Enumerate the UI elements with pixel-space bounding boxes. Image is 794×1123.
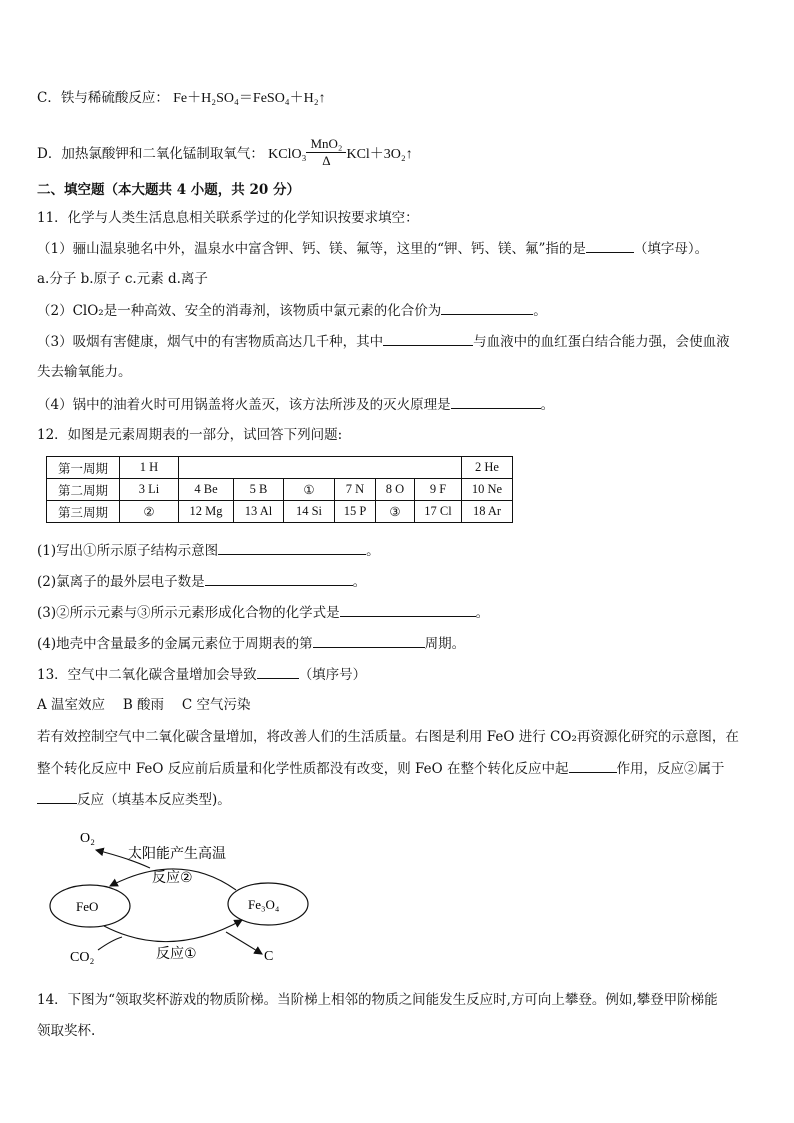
element-cell: 9 F (415, 479, 462, 501)
element-cell: 7 N (335, 479, 376, 501)
answer-blank[interactable] (257, 664, 299, 679)
q11-part4-text: （4）锅中的油着火时可用锅盖将火盖灭，该方法所涉及的灭火原理是 (37, 397, 451, 413)
q12-sub2-text: (2)氯离子的最外层电子数是 (37, 574, 205, 590)
q12-sub4 (37, 633, 465, 654)
co2-line (98, 937, 122, 950)
q11-part2-suffix: 。 (533, 303, 547, 319)
q12-sub3 (37, 602, 489, 623)
q13-options: A 温室效应 B 酸雨 C 空气污染 (37, 697, 251, 713)
answer-blank[interactable] (586, 238, 634, 253)
element-cell: 10 Ne (462, 479, 513, 501)
option-c (37, 88, 326, 109)
q14-line-2: 领取奖杯. (37, 1023, 96, 1039)
periodic-table (46, 456, 513, 523)
q13-paragraph-2-suffix: 作用，反应②属于 (616, 761, 725, 777)
q11-part3-cont: 失去输氧能力。 (37, 364, 132, 380)
c-arrow (226, 932, 262, 954)
q11-part1-suffix: （填字母）。 (633, 241, 709, 257)
option-d-label: D．加热氯酸钾和二氧化锰制取氧气： (37, 146, 264, 162)
element-cell: ① (284, 479, 335, 501)
q13-stem-suffix: （填序号） (298, 667, 367, 683)
element-cell: 3 Li (120, 479, 179, 501)
q12-sub2 (37, 571, 366, 592)
q12-stem: 12．如图是元素周期表的一部分，试回答下列问题: (37, 427, 343, 443)
co2-label: CO₂ (70, 950, 95, 965)
q12-sub3-suffix: 。 (475, 605, 490, 621)
answer-blank[interactable] (313, 633, 425, 648)
q12-sub3-text: (3)②所示元素与③所示元素形成化合物的化学式是 (37, 605, 340, 621)
element-cell: 17 Cl (415, 501, 462, 523)
element-cell: 1 H (120, 457, 179, 479)
answer-blank[interactable] (451, 394, 541, 409)
q12-sub2-suffix: 。 (352, 574, 367, 590)
q11-part1-text: （1）骊山温泉驰名中外，温泉水中富含钾、钙、镁、氟等，这里的“钾、钙、镁、氟”指的是 (37, 241, 586, 257)
fe3o4-label: Fe₃O₄ (248, 897, 280, 912)
q12-sub4-suffix: 周期。 (424, 636, 466, 652)
q13-stem-text: 13．空气中二氧化碳含量增加会导致 (37, 667, 257, 683)
reaction2-label: 反应② (152, 870, 193, 886)
element-cell: 8 O (376, 479, 415, 501)
c-label: C (264, 949, 274, 964)
answer-blank[interactable] (37, 789, 77, 804)
answer-blank[interactable] (205, 571, 353, 586)
element-cell: 15 P (335, 501, 376, 523)
catalyst-label: MnO₂ (306, 136, 346, 153)
section-heading: 二、填空题（本大题共 4 小题，共 20 分） (37, 182, 300, 198)
option-c-equation: Fe＋H₂SO₄＝FeSO₄＋H₂↑ (173, 91, 326, 106)
q11-part3-suffix: 与血液中的血红蛋白结合能力强，会使血液 (473, 334, 730, 350)
period-label: 第二周期 (47, 479, 120, 501)
element-cell: 12 Mg (179, 501, 234, 523)
q12-sub1-suffix: 。 (366, 543, 380, 559)
table-row (47, 501, 513, 523)
q11-stem: 11．化学与人类生活息息相关联系学过的化学知识按要求填空： (37, 210, 419, 226)
element-cell: 14 Si (284, 501, 335, 523)
option-d-product: KCl＋3O₂↑ (346, 147, 413, 162)
q13-paragraph-2 (37, 758, 725, 779)
element-cell: 4 Be (179, 479, 234, 501)
reaction-condition (306, 136, 346, 169)
q13-paragraph-3-text: 反应（填基本反应类型)。 (77, 792, 231, 808)
element-cell: 13 Al (234, 501, 284, 523)
period-label: 第三周期 (47, 501, 120, 523)
q12-sub4-text: (4)地壳中含量最多的金属元素位于周期表的第 (37, 636, 313, 652)
reaction1-arrow (104, 920, 242, 942)
empty-region (179, 457, 462, 479)
element-cell: ② (120, 501, 179, 523)
q14-line-1: 14．下图为“领取奖杯游戏的物质阶梯。当阶梯上相邻的物质之间能发生反应时,方可向上攀登。例如,攀登甲阶梯能 (37, 992, 718, 1008)
q13-paragraph-3 (37, 789, 231, 810)
element-cell: 18 Ar (462, 501, 513, 523)
q13-paragraph-2-text: 整个转化反应中 FeO 反应前后质量和化学性质都没有改变，则 FeO 在整个转化反应中起 (37, 761, 569, 777)
q11-part4 (37, 394, 554, 415)
feo-label: FeO (76, 899, 99, 914)
answer-blank[interactable] (340, 602, 476, 617)
option-c-label: C．铁与稀硫酸反应： (37, 90, 169, 106)
heat-symbol: Δ (322, 153, 331, 168)
o2-label: O₂ (80, 831, 95, 846)
sun-label: 太阳能产生高温 (128, 846, 226, 862)
answer-blank[interactable] (569, 758, 617, 773)
answer-blank[interactable] (383, 331, 473, 346)
table-row (47, 457, 513, 479)
element-cell: ③ (376, 501, 415, 523)
q12-sub1 (37, 540, 380, 561)
feo-cycle-diagram (40, 822, 330, 970)
answer-blank[interactable] (218, 540, 366, 555)
q11-options: a.分子 b.原子 c.元素 d.离子 (37, 271, 208, 287)
q11-part3 (37, 331, 730, 352)
reaction1-label: 反应① (156, 946, 197, 962)
answer-blank[interactable] (441, 300, 533, 315)
q11-part4-suffix: 。 (540, 397, 555, 413)
period-label: 第一周期 (47, 457, 120, 479)
option-d (37, 138, 413, 171)
q11-part2 (37, 300, 547, 321)
element-cell: 2 He (462, 457, 513, 479)
table-row (47, 479, 513, 501)
q11-part1 (37, 238, 708, 259)
element-cell: 5 B (234, 479, 284, 501)
q11-part2-text: （2）ClO₂是一种高效、安全的消毒剂，该物质中氯元素的化合价为 (37, 303, 442, 319)
option-d-reactant: KClO₃ (268, 147, 307, 162)
q11-part3-text: （3）吸烟有害健康，烟气中的有害物质高达几千种，其中 (37, 334, 384, 350)
q13-paragraph-1: 若有效控制空气中二氧化碳含量增加，将改善人们的生活质量。右图是利用 FeO 进行 CO₂再资源化研究的示意图，在 (37, 729, 739, 745)
q12-sub1-text: (1)写出①所示原子结构示意图 (37, 543, 219, 559)
q13-stem (37, 664, 366, 685)
